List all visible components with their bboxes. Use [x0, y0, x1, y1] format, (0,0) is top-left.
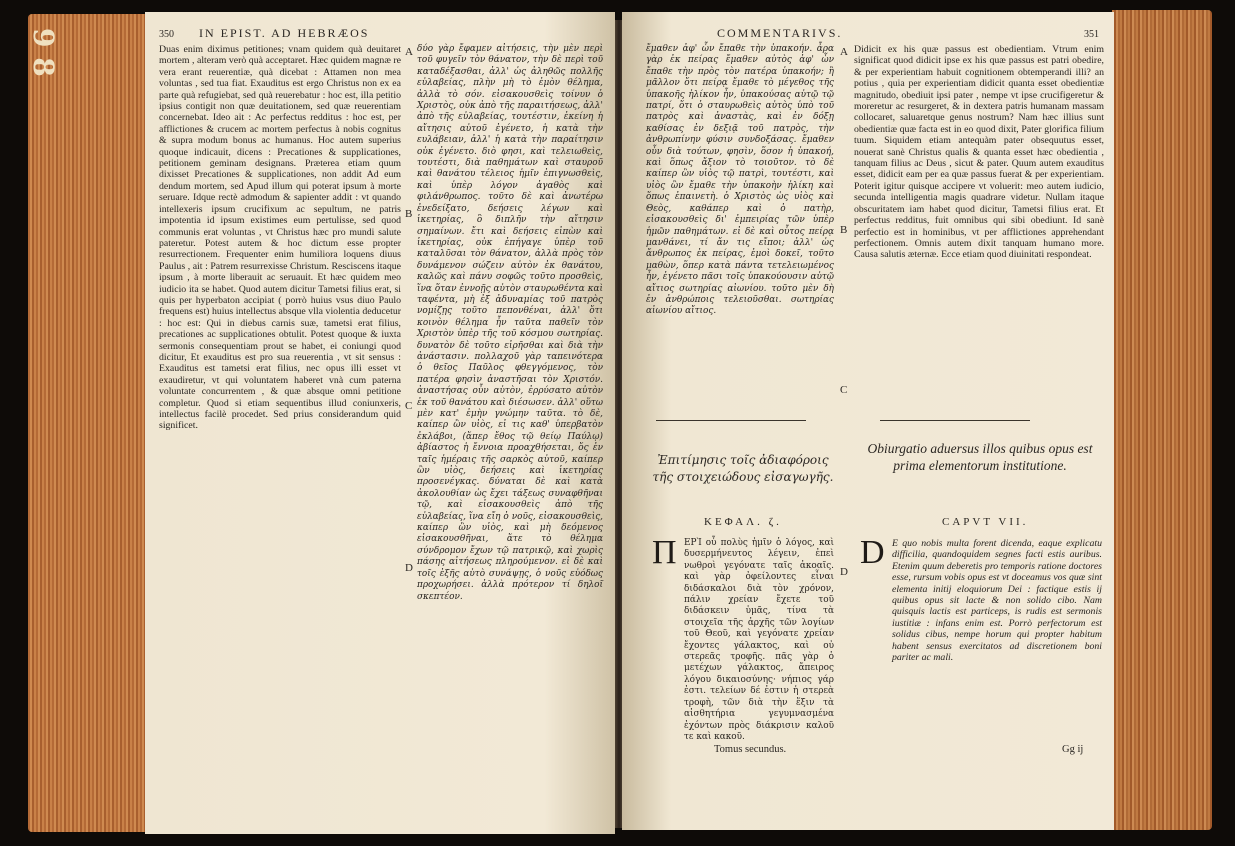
left-head-title: IN EPIST. AD HEBRÆOS — [199, 26, 370, 40]
footer-volume: Tomus secundus. — [714, 744, 787, 755]
chapter-margin-letter: D — [840, 566, 848, 578]
spine-mark: 9 8 — [27, 28, 60, 77]
right-page-number: 351 — [1084, 29, 1099, 40]
right-head-title: COMMENTARIVS. — [717, 26, 843, 40]
latin-chapter-text: E quo nobis multa forent dicenda, eaque explicatu difficilia, quandoquidem segnes facti estis auribus. Etenim quum deberetis pro temporis ratione doctores esse, rursum vobis opus est vt doceamus vos quæ sint elementa initij eloquiorum Dei : factique estis ij quibus opus sit lacte & non solido cibo. Nam quisquis lactis est particeps, is rudis est sermonis iustitiæ : infans enim est. Porrò perfectorum est solidus cibus, nempe horum qui propter habitum habent sensus exercitatos ad discretionem boni pariter ac mali. — [892, 538, 1102, 664]
greek-section-rule — [656, 420, 806, 421]
right-page-number-wrap — [1084, 26, 1099, 41]
left-latin-column: Duas enim diximus petitiones; vnam quidem quà deuitaret mortem , alteram verò quà acceptaret. Hæc quidem magnæ re vera erant reuerentiæ, quà dicebat : Attamen non mea voluntas , sed tua fiat. Exauditus est ergo Christus non ex ea parte quà refugiebat, sed quà reuerebatur : hoc est, illa petitio ipsius contigit non quæ deuitationem, sed quæ reuerentiam concernebat. Ideo ait : Ac perfectus redditus : hoc est, per afflictiones & crucem ac mortem perfectus à nobis cognitus & supra modum bonus ac humanus. Hoc autem superius quoque indicauit, dicens : Precationes & supplicationes, petitionem geminam designans. Præterea etiam quum dixisset Precationes & supplicationes, non addit Ad eum dendum mortem, sed Apud illum qui poterat ipsum à morte seruare. Idque rectè admodum & sapienter addit : vt quando intellexeris ipsum crucifixum ac sepultum, ne patris impotentia id ipsum existimes eum pertulisse, sed quod communis erat voluntas , vt Christus hæc pro mundi salute pateretur. Potest autem & hoc dictum esse propter resurrectionem. Frequenter enim humiliora loquens diuus Paulus , ait : Patrem resurrexisse Christum. Resciscens itaque ipsum , à morte liberauit ac seruauit. Et hæc quidem meo iudicio ita se habet. Quod autem dicitur Tametsi filius erat, si quis per hyperbaton accipiat ( porrò huius vsus diuo Paulo frequens est) huius intellectus absque vlla violentia deducetur : hoc est: Qui in diebus carnis suæ, tametsi erat filius, precationes ac supplicationes obtulit. Potest quoque & iuxta sermonis consequentiam prout se habet, ei coniungi quod dicitur, Et exauditus est pro sua reuerentia , vt sit sensus : Exauditus est tametsi erat filius, nec opus illi esset vt exaudiretur, vt qui voluntatem haberet vnà cum paterna voluntate concurrentem , & quæ absque omni petitione completur. Quod si etiam sequentibus illud coniunxeris, intellectus facilè procedet. Sed prius considerandum quid significet. — [159, 44, 401, 432]
margin-letter-c: C — [405, 400, 413, 412]
left-greek-column: δύο γὰρ ἔφαμεν αἰτήσεις, τὴν μὲν περὶ τοῦ φυγεῖν τὸν θάνατον, τὴν δὲ περὶ τοῦ καταδέξασθαι, ἀλλ' ὡς ἀληθῶς πολλῆς εὐλαβείας, πλὴν μὴ τὸ ἐμὸν θέλημα, ἀλλὰ τὸ σόν. εἰσακουσθεὶς τοίνυν ὁ Χριστὸς, οὐκ ἀπὸ τῆς παραιτήσεως, ἀλλ' ἀπὸ τῆς εὐλαβείας, τουτέστιν, ἐκείνη ἡ αἴτησις αὐτοῦ ἐγένετο, ἡ κατὰ τὴν ευλάβειαν, ἀλλ' ἡ κατὰ τὴν παραίτησιν οὐκ ἐγένετο. διὸ φησι, καὶ τελειωθεὶς, τουτέστι, διὰ παθημάτων καὶ σταυροῦ καὶ θανάτου τέλειος ἡμῖν ἐπιγνωσθεὶς, καὶ ὑπὲρ λόγον ἀγαθὸς καὶ φιλάνθρωπος. τοῦτο δὲ καὶ ἀνωτέρω ἐνεδείξατο, δεήσεις λέγων καὶ ἱκετηρίας, ὃ διπλῆν τὴν αἴτησιν σημαίνων. ἔτι καὶ δεήσεις εἰπὼν καὶ ἱκετηρίας, οὐκ ἐπήγαγε ὑπὲρ τοῦ καταλῦσαι τὸν θάνατον, ἀλλὰ πρὸς τὸν δυνάμενον σώζειν αὐτὸν ἐκ θανάτου, καλῶς καὶ πάνυ σοφῶς τοῦτο προσθεὶς, ἵνα ὅταν ἐννοῇς αὐτὸν σταυρωθέντα καὶ ταφέντα, μὴ ἐξ ἀδυναμίας τοῦ πατρὸς νομίζῃς τοῦτο πεπονθέναι, ἀλλ' ὅτι κοινὸν θέλημα ἦν ταῦτα παθεῖν τὸν Χριστὸν ὑπὲρ τῆς τοῦ κόσμου σωτηρίας. δυνατὸν δὲ τοῦτο εἰρῆσθαι καὶ διὰ τὴν ἀνάστασιν. πολλαχοῦ γὰρ ταπεινότερα ὁ θεῖος Παῦλος φθεγγόμενος, τὸν πατέρα φησὶν ἀναστῆσαι τὸν Χριστόν. ἀναστήσας οὖν αὐτὸν, ἐρρύσατο αὐτὸν ἐκ τοῦ θανάτου καὶ διέσωσεν. ἀλλ' οὕτω μὲν κατ' ἐμὴν γνώμην ταῦτα. τὸ δὲ, καίπερ ὢν υἱὸς, εἰ τις καθ' ὑπερβατὸν ἐκλάβοι, (ἅπερ ἔθος τῷ θείῳ Παύλῳ) ἀβίαστος ἡ ἔννοια προαχθήσεται, ὅς ἐν ταῖς ἡμέραις τῆς σαρκὸς αὐτοῦ, καίπερ ὢν υἱὸς, δεήσεις καὶ ἱκετηρίας προσενέγκας. δύναται δὲ καὶ κατὰ ἀκολουθίαν ὡς ἔχει τάξεως συναφθῆναι τῷ, καὶ εἰσακουσθεὶς ἀπὸ τῆς εὐλαβείας, ἵνα εἴη ὁ νοῦς, εἰσακουσθεὶς, καίπερ ὢν υἱὸς, καὶ μὴ δεόμενος εἰσακουσθῆναι, ἅτε τὸ θέλημα σύνδρομον ἔχων τῷ πατρικῷ, καὶ χωρὶς πάσης αἰτήσεως πληρούμενον. εἰ δὲ καὶ τοῖς ἑξῆς αὐτὸ συνάψῃς, ὁ νοῦς εὐόδως προχωρήσει. ἀλλὰ πρότερον τί δηλοῖ σκεπτέον. — [417, 44, 603, 602]
right-margin-letter-b: B — [840, 224, 848, 236]
footer-signature: Gg ij — [1062, 744, 1084, 755]
right-running-head — [717, 26, 842, 41]
left-page-number: 350 — [159, 29, 174, 40]
greek-chapter-heading: ΚΕΦΑΛ. ζ. — [704, 516, 782, 528]
left-page-block-edge — [28, 14, 146, 832]
greek-chapter-lead: ΕΡῚ οὗ πολὺς ἡμῖν ὁ λόγος, καὶ δυσερμήνευτος λέγειν, ἐπεὶ νωθροὶ γεγόνατε ταῖς ἀκοαῖς. καὶ γὰρ ὀφείλοντες εἶναι διδάσκαλοι διὰ τὸν χρόνον, πάλιν χρείαν ἔχετε τοῦ διδάσκειν ὑμᾶς, τίνα τὰ στοιχεῖα τῆς ἀρχῆς τῶν λογίων τοῦ Θεοῦ, καὶ γεγόνατε χρείαν ἔχοντες γάλακτος, καὶ οὐ στερεᾶς τροφῆς. πᾶς γὰρ ὁ μετέχων γάλακτος, ἄπειρος λόγου δικαιοσύνης· νήπιος γάρ ἐστι. τελείων δέ ἐστιν ἡ στερεὰ τροφὴ, τῶν διὰ τὴν ἕξιν τὰ αἰσθητήρια γεγυμνασμένα ἐχόντων πρὸς διάκρισιν καλοῦ τε καὶ κακοῦ. — [684, 538, 834, 742]
left-running-head — [159, 26, 369, 41]
right-margin-letter-c: C — [840, 384, 848, 396]
greek-dropcap: Π — [652, 534, 677, 571]
latin-section-rule — [880, 420, 1030, 421]
latin-chapter-heading: CAPVT VII. — [942, 516, 1029, 528]
right-latin-column: Didicit ex his quæ passus est obedientiam. Vtrum enim significat quod didicit ipse ex his quæ passus est patri obedire, & per experientiam habuit cognitionem obtemperandi illi? an potius , quia per experientiam didicit quanta esset obedientiæ magnitudo, obediuit ipsi pater , nempe vt ipse crucifigeretur & moreretur ac resurgeret, & in dextera patris humanam massam collocaret, saluaretque genus nostrum? Nam hæc illius sunt obedientiæ quæ facta est in eo quod dixit, Pater glorifica filium tuum. Siquidem etiam antequàm pater obsequutus esset, nouerat sanè Christus qualis & quanta esset hæc obedientia , tanquam filius ac Deus , sicut & pater. Quum autem exauditus esset, didicit eam per ea quæ passus fuerat & per experientiam. Poterit igitur quisque accipere vt voluerit: meo autem iudicio, secunda intelligentia magis quadrare videtur. Nullam itaque obscuritatem iam habet quod dicitur, Tametsi filius erat. Et perfectus redditus, fuit omnibus qui sibi obediunt. Id sanè perfectio est in hominibus, vt per afflictiones apprehendant perfectionem. Omnis autem dixit tanquam humano more. Causa salutis æternæ. Ecce etiam quod diuinitati respondeat. — [854, 44, 1104, 261]
right-margin-letter-a: A — [840, 46, 848, 58]
greek-section-title: Ἐπιτίμησις τοῖς ἀδιαφόροις τῆς στοιχειώδους εἰσαγωγῆς. — [652, 453, 834, 484]
right-page — [622, 12, 1114, 830]
margin-letter-a: A — [405, 46, 413, 58]
right-greek-column: ἔμαθεν ἀφ' ὧν ἔπαθε τὴν ὑπακοήν. ἆρα γὰρ ἐκ πείρας ἔμαθεν αὐτὸς ἀφ' ὧν ἔπαθε τὴν πρὸς τὸν πατέρα ὑπακοήν; ἢ μᾶλλον ὅτι πείρᾳ ἔμαθε τὸ μέγεθος τῆς ὑπακοῆς ἡλίκον ἦν, ὑπακούσας αὐτῷ τῷ πατρί, ὅτι ὁ σταυρωθεὶς αὐτὸς ὑπὸ τοῦ πατρὸς καὶ ἀναστὰς, καὶ ἐν δόξῃ καθίσας ἐν δεξιᾷ τοῦ πατρὸς, τὴν ἀνθρωπίνην φύσιν συνδοξάσας. ἔμαθεν οὖν διὰ τούτων, φησὶν, ὅσον ἡ ὑπακοή, καὶ ὅπως ἄξιον τὸ τοιοῦτον. τὸ δὲ καίπερ ὢν υἱὸς τῷ πατρὶ, τουτέστι, καὶ υἱὸς ὢν ἔμαθε τὴν ὑπακοὴν ἡλίκη καὶ ὅπως ἐπαινετὴ. ὁ Χριστὸς ὡς υἱὸς καὶ Θεὸς, καθάπερ καὶ ὁ πατὴρ, εἰσακουσθεὶς δι' ἐμπειρίας τῶν ὑπὲρ ἡμῶν παθημάτων. εἰ δὲ καὶ οὗτος πείρᾳ μανθάνει, τί ἄν τις εἴποι; ἀλλ' ὡς ἄνθρωπος ἐκ πείρας, ἐμοὶ δοκεῖ, τοῦτο μαθὼν, ὅπερ κατὰ πάντα τετελειωμένος ἦν, ἐγένετο πᾶσι τοῖς ὑπακούουσιν αὐτῷ αἴτιος σωτηρίας αἰωνίου. τοῦτο μὲν δὴ ἐν ἀνθρώποις τελειοῦσθαι. σωτηρίας αἰωνίου αἴτιος. — [646, 44, 834, 317]
latin-dropcap: D — [860, 534, 885, 571]
left-page — [145, 12, 615, 834]
latin-section-title: Obiurgatio aduersus illos quibus opus est prima elementorum institutione. — [867, 441, 1093, 473]
margin-letter-d: D — [405, 562, 413, 574]
margin-letter-b: B — [405, 208, 413, 220]
right-page-block-edge — [1112, 10, 1212, 830]
